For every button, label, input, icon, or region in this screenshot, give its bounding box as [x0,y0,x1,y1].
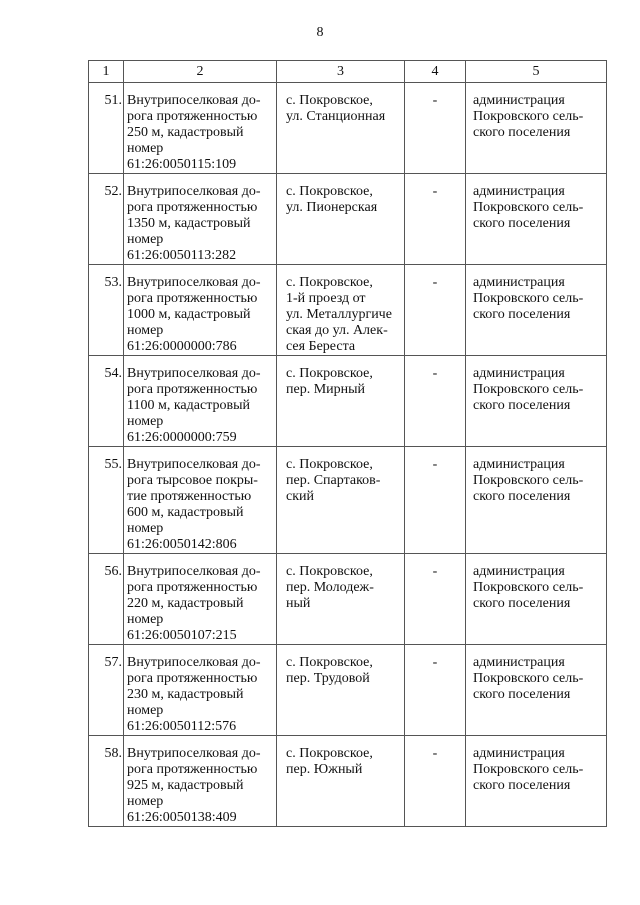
address-line: с. Покровское, [286,93,373,108]
header-col-1: 1 [89,61,124,83]
object-name-line: номер [127,794,164,809]
owner-line: Покровского сель- [473,200,584,215]
address-line: пер. Молодеж- [286,580,374,595]
row-number: 58. [89,736,124,827]
object-name-line: Внутрипоселковая до- [127,93,261,108]
object-name-cell [124,645,277,736]
object-name-line: номер [127,323,164,338]
owner-line: администрация [473,184,565,199]
owner-line: ского поселения [473,596,571,611]
address-line: ский [286,489,314,504]
address-line: с. Покровское, [286,746,373,761]
header-col-5: 5 [466,61,607,83]
address-line: с. Покровское, [286,564,373,579]
address-line: ул. Металлургиче [286,307,392,322]
property-table [88,60,607,827]
address-line: пер. Южный [286,762,363,777]
object-name-line: Внутрипоселковая до- [127,184,261,199]
address-line: с. Покровское, [286,275,373,290]
object-name-line: номер [127,521,164,536]
object-name-line: 1350 м, кадастровый [127,216,251,231]
object-name-cell [124,356,277,447]
object-name-line: рога протяженностью [127,291,258,306]
object-name-cell [124,83,277,174]
col4-cell: - [405,265,466,356]
address-line: 1-й проезд от [286,291,366,306]
object-name-line: 61:26:0050142:806 [127,537,237,552]
table-body [89,83,607,827]
object-name-line: рога протяженностью [127,762,258,777]
object-name-line: Внутрипоселковая до- [127,366,261,381]
object-name-cell [124,447,277,554]
owner-line: ского поселения [473,216,571,231]
owner-line: ского поселения [473,489,571,504]
address-cell [277,265,405,356]
table-row [89,447,607,554]
object-name-line: 925 м, кадастровый [127,778,244,793]
owner-line: администрация [473,655,565,670]
object-name-line: 61:26:0050115:109 [127,157,237,172]
address-cell [277,356,405,447]
object-name-line: 61:26:0000000:759 [127,430,237,445]
owner-cell [466,554,607,645]
address-line: пер. Мирный [286,382,366,397]
table-row [89,356,607,447]
object-name-cell [124,736,277,827]
object-name-line: номер [127,703,164,718]
address-line: с. Покровское, [286,366,373,381]
address-line: с. Покровское, [286,457,373,472]
object-name-line: 61:26:0050112:576 [127,719,237,734]
owner-cell [466,265,607,356]
object-name-line: 250 м, кадастровый [127,125,244,140]
address-line: ный [286,596,311,611]
owner-line: администрация [473,564,565,579]
object-name-line: 600 м, кадастровый [127,505,244,520]
object-name-line: рога протяженностью [127,671,258,686]
table-row [89,265,607,356]
table-header-row [89,61,607,83]
header-col-2: 2 [124,61,277,83]
address-cell [277,174,405,265]
address-line: ская до ул. Алек- [286,323,388,338]
object-name-line: номер [127,141,164,156]
owner-line: администрация [473,366,565,381]
address-cell [277,736,405,827]
owner-cell [466,645,607,736]
object-name-line: номер [127,612,164,627]
object-name-cell [124,554,277,645]
object-name-line: 61:26:0050113:282 [127,248,237,263]
object-name-line: 220 м, кадастровый [127,596,244,611]
col4-cell: - [405,447,466,554]
address-line: с. Покровское, [286,655,373,670]
owner-line: Покровского сель- [473,671,584,686]
object-name-line: рога тырсовое покры- [127,473,258,488]
row-number: 51. [89,83,124,174]
object-name-cell [124,265,277,356]
table-row [89,554,607,645]
address-cell [277,447,405,554]
owner-line: администрация [473,746,565,761]
address-line: с. Покровское, [286,184,373,199]
owner-line: администрация [473,275,565,290]
owner-line: ского поселения [473,307,571,322]
col4-cell: - [405,554,466,645]
object-name-line: 61:26:0000000:786 [127,339,237,354]
object-name-cell [124,174,277,265]
owner-line: ского поселения [473,398,571,413]
object-name-line: тие протяженностью [127,489,252,504]
owner-line: Покровского сель- [473,291,584,306]
object-name-line: 230 м, кадастровый [127,687,244,702]
owner-line: Покровского сель- [473,382,584,397]
row-number: 54. [89,356,124,447]
owner-cell [466,83,607,174]
table-row [89,736,607,827]
owner-line: ского поселения [473,125,571,140]
object-name-line: Внутрипоселковая до- [127,746,261,761]
object-name-line: 61:26:0050138:409 [127,810,237,825]
address-line: пер. Спартаков- [286,473,381,488]
header-col-3: 3 [277,61,405,83]
col4-cell: - [405,356,466,447]
table-row [89,83,607,174]
col4-cell: - [405,174,466,265]
address-line: ул. Пионерская [286,200,378,215]
object-name-line: рога протяженностью [127,580,258,595]
object-name-line: 1000 м, кадастровый [127,307,251,322]
owner-cell [466,736,607,827]
object-name-line: Внутрипоселковая до- [127,564,261,579]
table-row [89,645,607,736]
object-name-line: Внутрипоселковая до- [127,275,261,290]
col4-cell: - [405,645,466,736]
row-number: 57. [89,645,124,736]
owner-line: ского поселения [473,778,571,793]
owner-line: администрация [473,93,565,108]
header-col-4: 4 [405,61,466,83]
object-name-line: номер [127,232,164,247]
address-line: пер. Трудовой [286,671,370,686]
object-name-line: Внутрипоселковая до- [127,457,261,472]
owner-cell [466,174,607,265]
owner-line: Покровского сель- [473,473,584,488]
address-cell [277,645,405,736]
owner-line: Покровского сель- [473,762,584,777]
col4-cell: - [405,83,466,174]
address-line: сея Береста [286,339,356,354]
object-name-line: рога протяженностью [127,382,258,397]
object-name-line: рога протяженностью [127,200,258,215]
object-name-line: 1100 м, кадастровый [127,398,250,413]
address-cell [277,83,405,174]
owner-line: администрация [473,457,565,472]
owner-cell [466,356,607,447]
address-line: ул. Станционная [286,109,386,124]
owner-line: Покровского сель- [473,109,584,124]
owner-line: ского поселения [473,687,571,702]
object-name-line: Внутрипоселковая до- [127,655,261,670]
object-name-line: рога протяженностью [127,109,258,124]
object-name-line: 61:26:0050107:215 [127,628,237,643]
page-number: 8 [316,25,324,40]
row-number: 53. [89,265,124,356]
object-name-line: номер [127,414,164,429]
owner-line: Покровского сель- [473,580,584,595]
row-number: 56. [89,554,124,645]
owner-cell [466,447,607,554]
row-number: 52. [89,174,124,265]
table-row [89,174,607,265]
col4-cell: - [405,736,466,827]
row-number: 55. [89,447,124,554]
address-cell [277,554,405,645]
